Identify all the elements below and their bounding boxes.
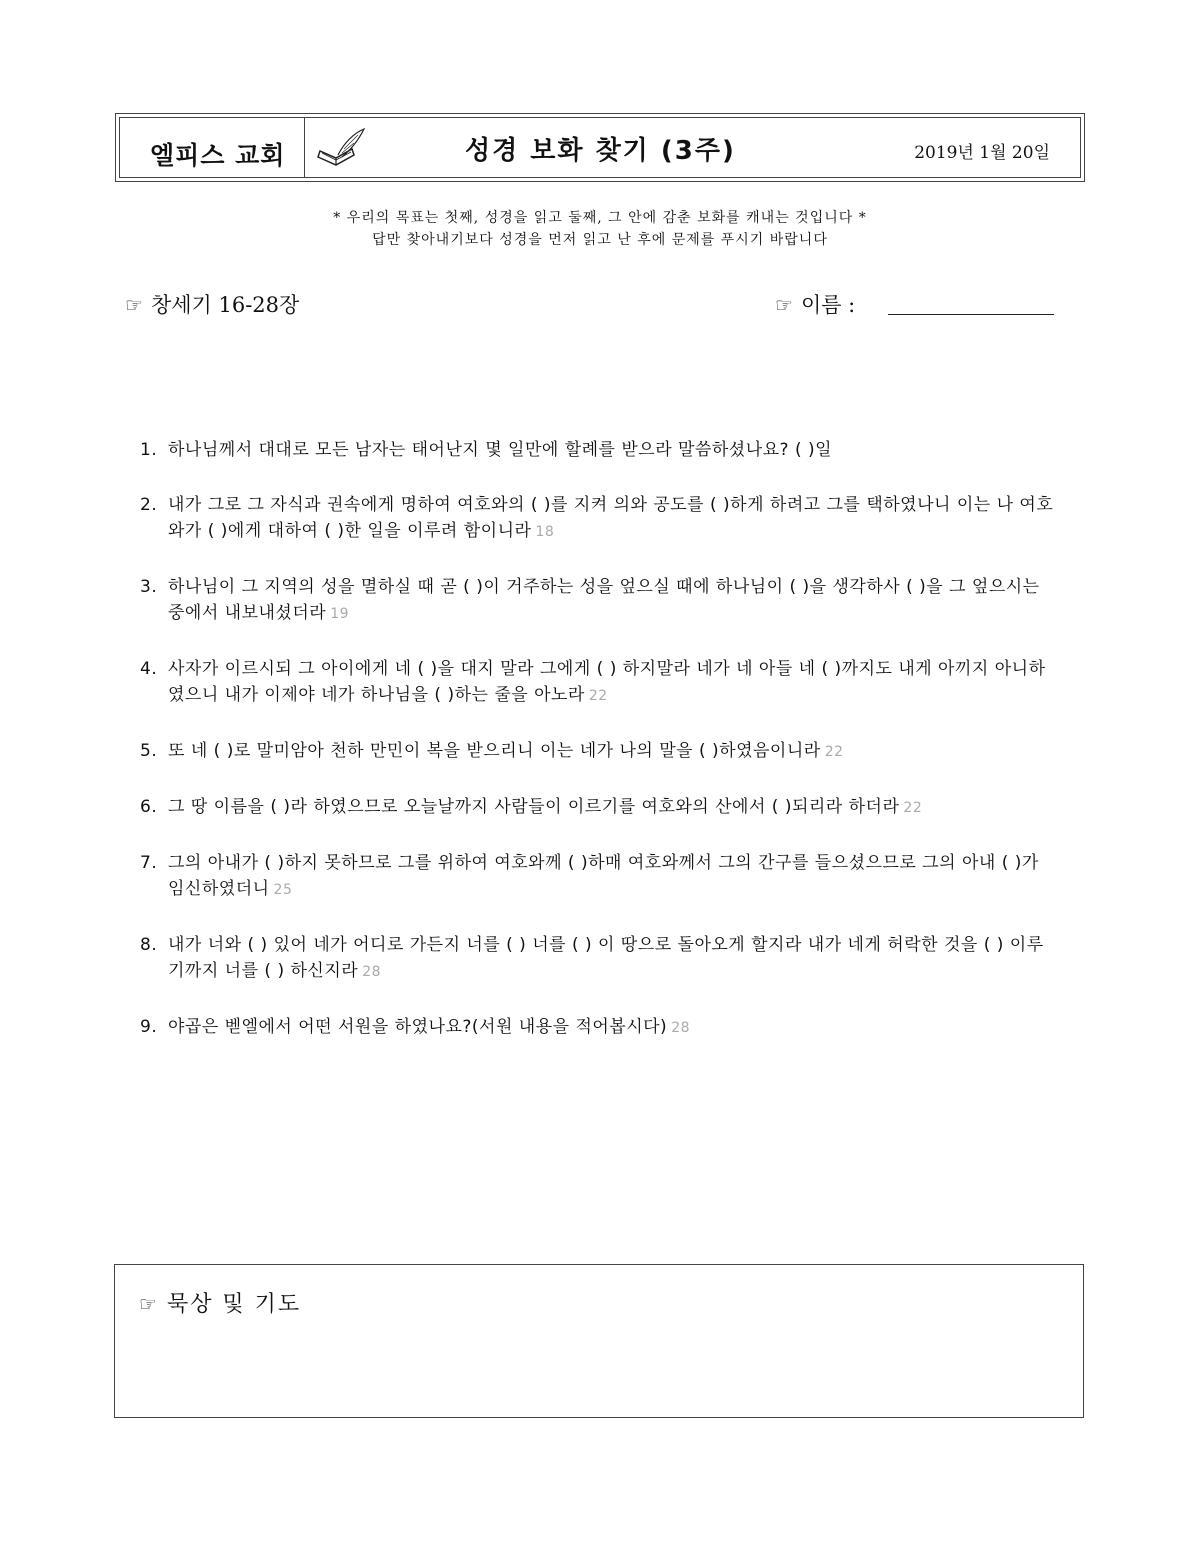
name-field-label: [775, 289, 855, 319]
meditation-label: [139, 1287, 301, 1318]
question-text: [168, 656, 1058, 709]
question-text: [168, 574, 1058, 627]
question-item: [140, 850, 1058, 903]
church-name: 엘피스 교회: [150, 141, 286, 170]
question-list: [140, 437, 1058, 1070]
question-item: [140, 1014, 1058, 1041]
question-item: [140, 932, 1058, 985]
header-box: [115, 113, 1085, 182]
question-number: 9.: [140, 1017, 158, 1037]
question-item: [140, 656, 1058, 709]
meditation-box[interactable]: [114, 1264, 1084, 1418]
verse-reference: 22: [588, 688, 608, 704]
date: 2019년 1월 20일: [914, 143, 1050, 163]
name-blank-line[interactable]: [888, 314, 1054, 315]
question-text: [168, 932, 1058, 985]
notice-line-1: * 우리의 목표는 첫째, 성경을 읽고 둘째, 그 안에 감춘 보화를 캐내는 것입니다 *: [333, 210, 867, 226]
question-body: 내가 그로 그 자식과 권속에게 명하여 여호와의 ( )를 지켜 의와 공도를 ( )하게 하려고 그를 택하였나니 이는 나 여호와가 ( )에게 대하여 ( )한 일을 이루려 함이니라: [168, 495, 1054, 541]
question-body: 또 네 ( )로 말미암아 천하 만민이 복을 받으리니 이는 네가 나의 말을 ( )하였음이니라: [168, 741, 821, 761]
scripture-range: [125, 289, 299, 319]
question-number: 2.: [140, 495, 158, 515]
question-text: [168, 850, 1058, 903]
question-number: 4.: [140, 659, 158, 679]
header-divider: [304, 118, 305, 177]
question-text: [168, 794, 1058, 821]
question-text: [168, 738, 1058, 765]
question-item: [140, 492, 1058, 545]
question-item: [140, 437, 1058, 463]
question-number: 8.: [140, 935, 158, 955]
question-text: [168, 437, 1058, 463]
pointing-hand-icon: ☞: [125, 293, 143, 317]
verse-reference: 22: [824, 744, 844, 760]
verse-reference: 22: [903, 800, 923, 816]
question-body: 내가 너와 ( ) 있어 네가 어디로 가든지 너를 ( ) 너를 ( ) 이 땅으로 돌아오게 할지라 내가 네게 허락한 것을 ( ) 이루기까지 너를 ( ) 하신지라: [168, 935, 1044, 981]
question-number: 1.: [140, 440, 158, 460]
page-title: 성경 보화 찾기 (3주): [465, 136, 736, 166]
pointing-hand-icon: ☞: [139, 1292, 159, 1316]
question-body: 하나님이 그 지역의 성을 멸하실 때 곧 ( )이 거주하는 성을 엎으실 때에 하나님이 ( )을 생각하사 ( )을 그 엎으시는 중에서 내보내셨더라: [168, 577, 1040, 623]
book-feather-icon: [314, 127, 366, 171]
pointing-hand-icon: ☞: [775, 293, 793, 317]
notice-line-2: 답만 찾아내기보다 성경을 먼저 읽고 난 후에 문제를 푸시기 바랍니다: [372, 232, 828, 248]
question-text: [168, 492, 1058, 545]
question-body: 그 땅 이름을 ( )라 하였으므로 오늘날까지 사람들이 이르기를 여호와의 산에서 ( )되리라 하더라: [168, 797, 900, 817]
question-number: 5.: [140, 741, 158, 761]
question-item: [140, 738, 1058, 765]
question-text: [168, 1014, 1058, 1041]
meditation-title: 묵상 및 기도: [166, 1292, 302, 1317]
question-number: 3.: [140, 577, 158, 597]
verse-reference: 25: [273, 882, 293, 898]
verse-reference: 28: [362, 964, 382, 980]
question-item: [140, 794, 1058, 821]
question-body: 하나님께서 대대로 모든 남자는 태어난지 몇 일만에 할례를 받으라 말씀하셨나요? ( )일: [168, 440, 833, 460]
question-number: 7.: [140, 853, 158, 873]
question-body: 야곱은 벧엘에서 어떤 서원을 하였나요?(서원 내용을 적어봅시다): [168, 1017, 668, 1037]
header-inner: [119, 117, 1081, 178]
name-label: 이름 :: [800, 293, 856, 317]
question-number: 6.: [140, 797, 158, 817]
question-body: 그의 아내가 ( )하지 못하므로 그를 위하여 여호와께 ( )하매 여호와께서 그의 간구를 들으셨으므로 그의 아내 ( )가 임신하였더니: [168, 853, 1039, 899]
verse-reference: 28: [671, 1020, 691, 1036]
verse-reference: 19: [330, 606, 350, 622]
scripture-label: 창세기 16-28장: [150, 293, 300, 317]
question-body: 사자가 이르시되 그 아이에게 네 ( )을 대지 말라 그에게 ( ) 하지말라 네가 네 아들 네 ( )까지도 내게 아끼지 아니하였으니 내가 이제야 네가 하나님을 ( )하는 줄을 아노라: [168, 659, 1046, 705]
verse-reference: 18: [535, 524, 555, 540]
question-item: [140, 574, 1058, 627]
